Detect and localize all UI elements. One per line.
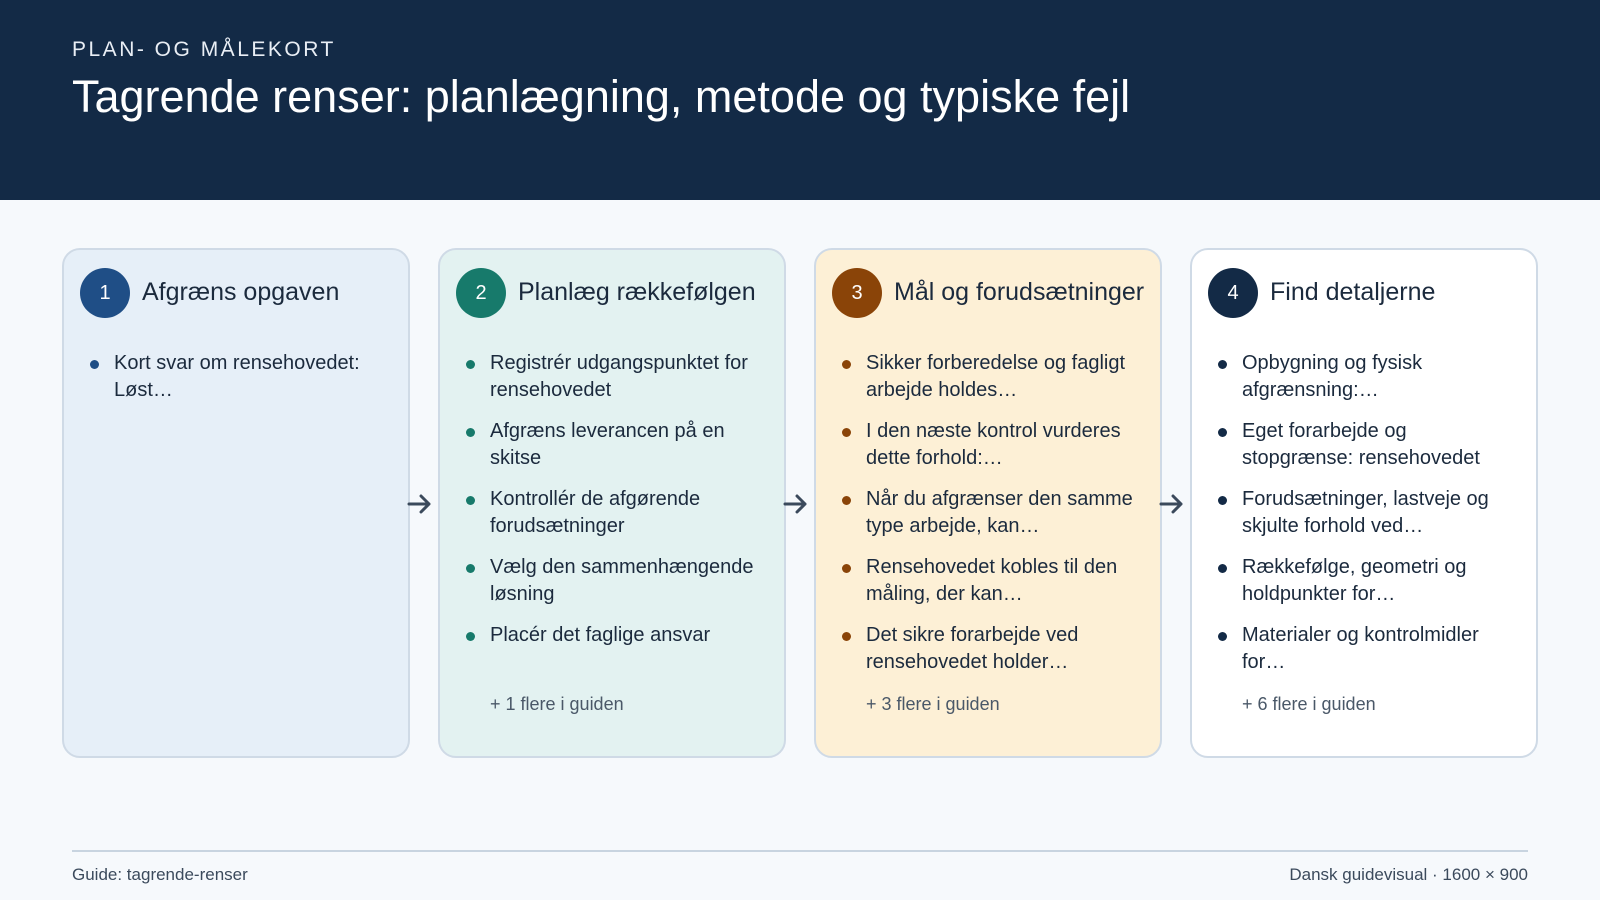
list-item-text: Afgræns leverancen på en skitse (490, 420, 725, 469)
step-card-3 (814, 248, 1162, 758)
step-item-list (90, 350, 390, 418)
list-item-text: Materialer og kontrolmidler for… (1242, 624, 1479, 673)
list-item (1218, 486, 1518, 540)
dot-icon (1218, 564, 1227, 573)
dot-icon (1218, 428, 1227, 437)
dot-icon (842, 360, 851, 369)
footer-guide-label: Guide: tagrende-renser (72, 865, 248, 884)
more-in-guide-link[interactable]: + 6 flere i guiden (1242, 694, 1376, 714)
more-in-guide-link[interactable]: + 1 flere i guiden (490, 694, 624, 714)
list-item-text: Det sikre forarbejde ved rensehovedet holder… (866, 624, 1079, 673)
list-item (90, 350, 390, 404)
dot-icon (1218, 360, 1227, 369)
list-item (1218, 350, 1518, 404)
dot-icon (466, 564, 475, 573)
list-item-text: Registrér udgangspunktet for rensehovedet (490, 352, 748, 401)
footer-divider (72, 850, 1528, 852)
step-number-badge: 3 (832, 268, 882, 318)
page-title: Tagrende renser: planlægning, metode og typiske fejl (72, 71, 1131, 122)
step-card-4 (1190, 248, 1538, 758)
eyebrow-label: PLAN- OG MÅLEKORT (72, 38, 336, 61)
step-card-1 (62, 248, 410, 758)
dot-icon (466, 496, 475, 505)
list-item (842, 554, 1142, 608)
list-item-text: Når du afgrænser den samme type arbejde, kan… (866, 488, 1133, 537)
step-title: Afgræns opgaven (142, 278, 340, 306)
dot-icon (90, 360, 99, 369)
dot-icon (466, 632, 475, 641)
step-number-badge: 1 (80, 268, 130, 318)
dot-icon (842, 428, 851, 437)
dot-icon (466, 428, 475, 437)
arrow-right-icon (782, 490, 810, 518)
arrow-right-icon (1158, 490, 1186, 518)
dot-icon (1218, 632, 1227, 641)
list-item-text: I den næste kontrol vurderes dette forhold:… (866, 420, 1121, 469)
step-item-list (466, 350, 766, 663)
step-number-badge: 2 (456, 268, 506, 318)
list-item (466, 622, 766, 649)
step-number-badge: 4 (1208, 268, 1258, 318)
header-banner (0, 0, 1600, 200)
list-item (842, 622, 1142, 676)
list-item (466, 486, 766, 540)
list-item-text: Rækkefølge, geometri og holdpunkter for… (1242, 556, 1467, 605)
list-item (1218, 554, 1518, 608)
list-item (842, 486, 1142, 540)
dot-icon (466, 360, 475, 369)
list-item (1218, 418, 1518, 472)
list-item-text: Forudsætninger, lastveje og skjulte forhold ved… (1242, 488, 1489, 537)
list-item-text: Sikker forberedelse og fagligt arbejde holdes… (866, 352, 1126, 401)
step-item-list (1218, 350, 1518, 690)
list-item (466, 554, 766, 608)
list-item-text: Rensehovedet kobles til den måling, der kan… (866, 556, 1118, 605)
list-item-text: Kontrollér de afgørende forudsætninger (490, 488, 701, 537)
step-title: Mål og forudsætninger (894, 278, 1145, 306)
step-title: Find detaljerne (1270, 278, 1436, 306)
list-item-text: Eget forarbejde og stopgrænse: rensehovedet (1242, 420, 1480, 469)
list-item (466, 350, 766, 404)
list-item (466, 418, 766, 472)
list-item (842, 350, 1142, 404)
arrow-right-icon (406, 490, 434, 518)
footer-meta-label: Dansk guidevisual · 1600 × 900 (1289, 865, 1528, 884)
step-card-2 (438, 248, 786, 758)
dot-icon (1218, 496, 1227, 505)
list-item-text: Opbygning og fysisk afgrænsning:… (1242, 352, 1423, 401)
dot-icon (842, 632, 851, 641)
step-title: Planlæg rækkefølgen (518, 278, 756, 306)
step-item-list (842, 350, 1142, 690)
dot-icon (842, 496, 851, 505)
list-item-text: Vælg den sammenhængende løsning (490, 556, 754, 605)
list-item (842, 418, 1142, 472)
more-in-guide-link[interactable]: + 3 flere i guiden (866, 694, 1000, 714)
list-item-text: Placér det faglige ansvar (490, 624, 711, 646)
dot-icon (842, 564, 851, 573)
list-item-text: Kort svar om rensehovedet: Løst… (114, 352, 360, 401)
list-item (1218, 622, 1518, 676)
